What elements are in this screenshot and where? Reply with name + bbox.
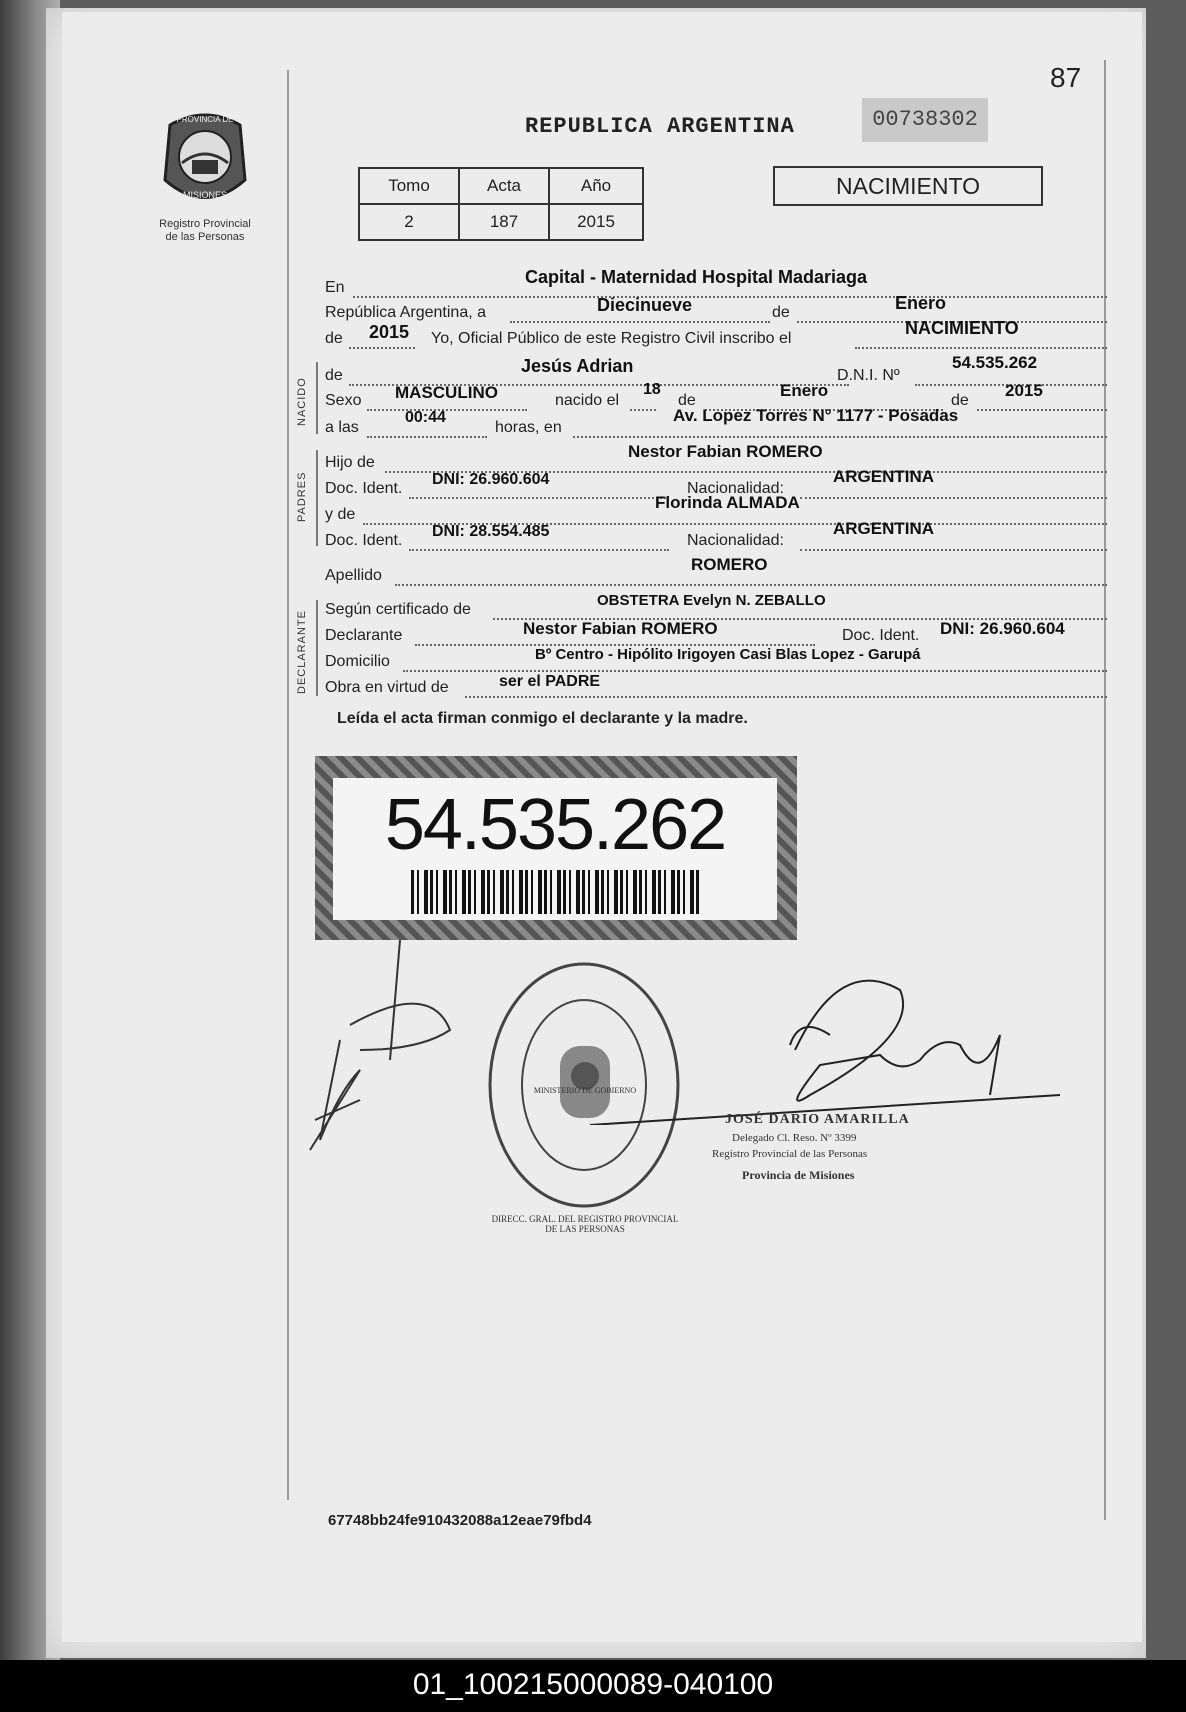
officer-province: Provincia de Misiones [742, 1168, 855, 1182]
document-title: REPUBLICA ARGENTINA [525, 114, 795, 139]
obra-value: ser el PADRE [499, 673, 601, 690]
de-connector: de [772, 304, 790, 321]
de-name-label: de [325, 367, 343, 384]
doc-ident-label: Doc. Ident. [325, 532, 403, 549]
mother-name: Florinda ALMADA [655, 493, 800, 512]
dotted-line [630, 409, 656, 411]
officer-name: JOSÉ DARIO AMARILLA [725, 1112, 910, 1127]
dotted-line [409, 549, 669, 551]
father-dni: DNI: 26.960.604 [432, 471, 550, 488]
footer-file-id: 01_100215000089-040100 [412, 1668, 774, 1701]
obra-label: Obra en virtud de [325, 679, 449, 696]
dotted-line [465, 696, 1107, 698]
page-number: 87 [1050, 62, 1082, 93]
tomo-value: 2 [359, 204, 459, 240]
nacionalidad-label: Nacionalidad: [687, 480, 784, 497]
declarant-name: Nestor Fabian ROMERO [523, 619, 718, 638]
month-value: Enero [895, 293, 947, 313]
dotted-line [800, 497, 1107, 499]
logo-caption [140, 218, 270, 244]
en-label: En [325, 279, 345, 296]
section-bar [316, 450, 318, 546]
doc-ident-label: Doc. Ident. [842, 627, 920, 644]
right-margin-line [1104, 60, 1106, 1520]
day-value: Diecinueve [597, 295, 693, 315]
record-type-box: NACIMIENTO [773, 166, 1043, 206]
year-value: 2015 [369, 322, 410, 342]
declarante-label: Declarante [325, 627, 403, 644]
father-name: Nestor Fabian ROMERO [628, 442, 823, 461]
sexo-label: Sexo [325, 392, 362, 409]
yde-label: y de [325, 506, 356, 523]
barcode [411, 870, 701, 914]
dotted-line [367, 436, 487, 438]
footer-bar [0, 1660, 1186, 1712]
id-barcode-label [315, 756, 797, 940]
nacido-el-label: nacido el [555, 392, 620, 409]
logo-seal-top-text: PROVINCIA DE [176, 115, 234, 124]
officer-signature [580, 975, 1070, 1125]
nacido-side-label: NACIDO [296, 377, 308, 426]
section-bar [316, 362, 318, 434]
sexo-value: MASCULINO [395, 383, 498, 402]
acta-value: 187 [459, 204, 549, 240]
hijo-label: Hijo de [325, 454, 375, 471]
de-year-label: de [325, 330, 343, 347]
birth-day: 18 [643, 381, 661, 398]
surname-value: ROMERO [691, 555, 768, 574]
provincial-seal-logo [150, 105, 260, 215]
dotted-line [800, 549, 1107, 551]
declarant-dni: DNI: 26.960.604 [940, 619, 1065, 638]
birth-place: Av. Lopez Torres N° 1177 - Posadas [673, 406, 959, 425]
mother-dni: DNI: 28.554.485 [432, 523, 550, 540]
document-hash: 67748bb24fe910432088a12eae79fbd4 [328, 1512, 592, 1529]
de-connector: de [951, 392, 969, 409]
doc-ident-label: Doc. Ident. [325, 480, 403, 497]
dotted-line [403, 670, 1107, 672]
father-nationality: ARGENTINA [833, 467, 935, 486]
dotted-line [367, 409, 527, 411]
id-label-inner [333, 778, 777, 920]
place-value: Capital - Maternidad Hospital Madariaga [525, 267, 868, 287]
republica-label: República Argentina, a [325, 304, 486, 321]
child-name: Jesús Adrian [521, 356, 634, 376]
domicilio-label: Domicilio [325, 653, 390, 670]
stamp-inner-text: MINISTERIO DE GOBIERNO [533, 1086, 637, 1095]
anio-value: 2015 [549, 204, 643, 240]
apellido-label: Apellido [325, 567, 382, 584]
logo-caption-line2: de las Personas [165, 231, 245, 243]
dotted-line [409, 497, 669, 499]
certificado-label: Según certificado de [325, 601, 471, 618]
stamp-ring-text: DIRECC. GRAL. DEL REGISTRO PROVINCIAL DE LAS PERSONAS [491, 1214, 679, 1234]
logo-seal-bottom-text: MISIONES [182, 190, 228, 200]
anio-header: Año [549, 168, 643, 204]
oficial-text: Yo, Oficial Público de este Registro Civil inscribo el [431, 330, 792, 347]
officer-registry: Registro Provincial de las Personas [712, 1148, 868, 1160]
dotted-line [395, 584, 1107, 586]
closing-statement: Leída el acta firman conmigo el declarante y la madre. [337, 710, 748, 727]
declarante-side-label: DECLARANTE [296, 610, 308, 694]
mother-nationality: ARGENTINA [833, 519, 935, 538]
dotted-line [349, 347, 415, 349]
dotted-line [573, 436, 1107, 438]
certificate-value: OBSTETRA Evelyn N. ZEBALLO [597, 592, 826, 609]
address-value: Bº Centro - Hipólito Irigoyen Casi Blas Lopez - Garupá [535, 646, 921, 663]
logo-caption-line1: Registro Provincial [159, 218, 251, 230]
dotted-line [353, 296, 1107, 298]
nacionalidad-label: Nacionalidad: [687, 532, 784, 549]
register-table [358, 167, 644, 241]
child-dni: 54.535.262 [952, 353, 1038, 372]
acta-header: Acta [459, 168, 549, 204]
section-bar [316, 600, 318, 696]
dotted-line [510, 321, 770, 323]
id-label-number: 54.535.262 [384, 785, 726, 865]
left-margin-line [287, 70, 289, 1500]
dotted-line [855, 347, 1107, 349]
dotted-line [977, 409, 1107, 411]
alas-label: a las [325, 419, 359, 436]
padres-side-label: PADRES [296, 471, 308, 522]
tomo-header: Tomo [359, 168, 459, 204]
de-connector: de [678, 392, 696, 409]
inscribo-value: NACIMIENTO [905, 318, 1019, 338]
officer-title: Delegado Cl. Reso. Nº 3399 [732, 1132, 857, 1144]
birth-month: Enero [780, 381, 829, 400]
horas-label: horas, en [495, 419, 562, 436]
dni-label: D.N.I. Nº [837, 367, 900, 384]
declarant-signature [300, 940, 460, 1160]
serial-number: 00738302 [862, 98, 988, 142]
birth-time: 00:44 [405, 409, 446, 426]
birth-year: 2015 [1005, 381, 1043, 400]
